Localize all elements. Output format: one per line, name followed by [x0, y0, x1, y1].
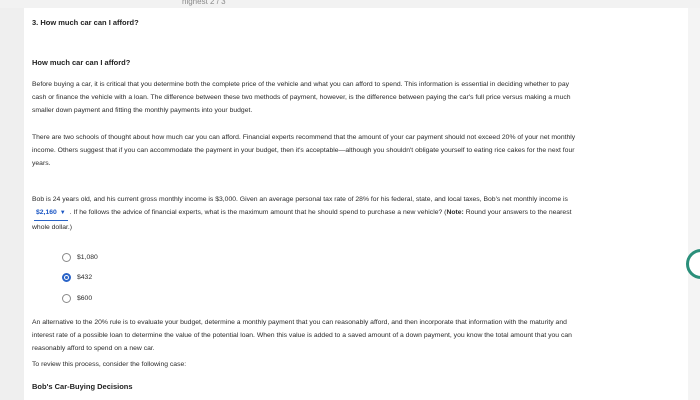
option-label: $1,080	[77, 253, 98, 261]
right-gutter	[688, 8, 700, 400]
bob-question-paragraph	[32, 193, 587, 234]
radio-unselected-icon[interactable]	[62, 253, 71, 262]
net-income-dropdown[interactable]	[34, 206, 68, 221]
option-label: $600	[77, 294, 93, 302]
option-432[interactable]	[62, 270, 92, 284]
top-crumb: highest 2 / 3	[182, 0, 226, 6]
question-title: 3. How much car can I afford?	[32, 18, 139, 27]
review-prompt: To review this process, consider the following case:	[32, 361, 187, 368]
top-strip	[0, 0, 700, 8]
table-heading: Bob's Car-Buying Decisions	[32, 382, 133, 391]
note-label: Note:	[446, 209, 464, 216]
dropdown-value: $2,160	[36, 209, 57, 216]
schools-paragraph: There are two schools of thought about how much car you can afford. Financial experts recommend that the amount of your car payment should not exceed 20% of your net monthly income. Others suggest that if you can accommodate the payment in your budget, then it's acceptable—although you shouldn't obligate yourself to eating rice cakes for the next four years.	[32, 134, 576, 167]
question-text-part1: Bob is 24 years old, and his current gross monthly income is $3,000. Given an average personal tax rate of 28% for his federal, state, and local taxes, Bob's net monthly income is	[32, 196, 568, 203]
alternative-paragraph: An alternative to the 20% rule is to evaluate your budget, determine a monthly payment that you can reasonably afford, and then incorporate that information with the maturity and interest rate of a possible loan to determine the value of the potential loan. When this value is added to a saved amount of a down payment, you know the total amount that you can reasonably afford to spend on a new car.	[32, 319, 572, 352]
option-label: $432	[77, 273, 93, 281]
radio-unselected-icon[interactable]	[62, 294, 71, 303]
radio-selected-icon[interactable]	[62, 273, 71, 282]
question-text-part2: . If he follows the advice of financial experts, what is the maximum amount that he should spend to purchase a new vehicle?	[69, 209, 443, 216]
option-1080[interactable]	[62, 250, 98, 264]
chevron-down-icon: ▼	[59, 210, 66, 216]
note-text: Round your answers to the nearest whole dollar.)	[32, 209, 572, 231]
intro-paragraph: Before buying a car, it is critical that you determine both the complete price of the vehicle and what you can afford to spend. This information is essential in deciding whether to pay cash or finance the vehicle with a loan. The difference between these two methods of payment, however, is the difference between paying the car's full price versus making a much smaller down payment and fitting the monthly payments into your budget.	[32, 81, 571, 114]
section-subtitle: How much car can I afford?	[32, 58, 131, 67]
option-600[interactable]	[62, 291, 92, 305]
note-open: (	[444, 209, 447, 216]
left-gutter	[0, 8, 24, 400]
